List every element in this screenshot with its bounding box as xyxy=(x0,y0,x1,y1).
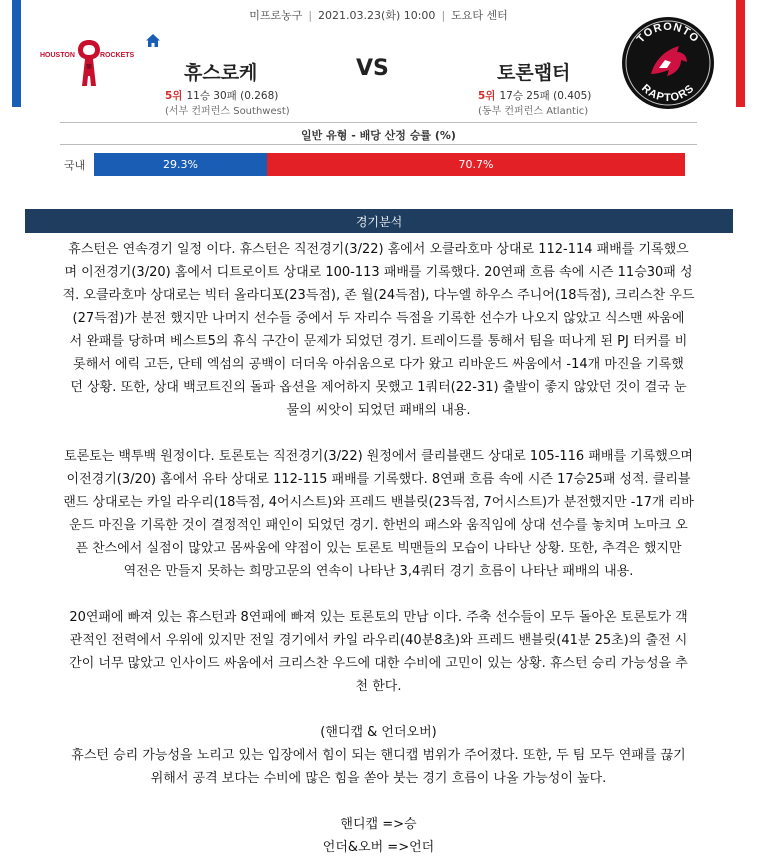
match-info: 미프로농구 | 2021.03.23(화) 10:00 | 도요타 센터 xyxy=(249,9,508,22)
svg-text:ROCKETS: ROCKETS xyxy=(100,52,135,59)
home-rank: 5위 xyxy=(165,90,183,102)
away-team-name: 토론랩터 xyxy=(497,62,571,84)
analysis-line: 위해서 공격 보다는 수비에 많은 힘을 쏟아 붓는 경기 흐름이 나올 가능성이 높다. xyxy=(150,771,607,786)
analysis-line: 적. 오클라호마 상대로는 빅터 올라디포(23득점), 존 월(24득점), 다누엘 하우스 주니어(18득점), 크리스찬 우드 xyxy=(62,288,695,303)
analysis-line: 역전은 만들지 못하는 희망고문의 연속이 나타난 3,4쿼터 경기 흐름이 나타난 패배의 내용. xyxy=(123,564,634,579)
home-win-prob-bar xyxy=(94,153,267,176)
home-icon[interactable] xyxy=(145,33,161,49)
analysis-line: 서 완패를 당하며 베스트5의 휴식 구간이 문제가 되었던 경기. 트레이드를 통해서 팀을 떠나게 된 PJ 터커를 비 xyxy=(69,334,688,349)
svg-text:HOUSTON: HOUSTON xyxy=(40,52,75,59)
analysis-line: 관적인 전력에서 우위에 있지만 전일 경기에서 카일 라우리(40분8초)와 프레드 밴블릿(41분 25초)의 출전 시 xyxy=(69,633,688,648)
analysis-line: 20연패에 빠져 있는 휴스턴과 8연패에 빠져 있는 토론토의 만남 이다. 주축 선수들이 모두 돌아온 토론토가 객 xyxy=(69,610,688,625)
odds-row-label: 국내 xyxy=(64,159,86,172)
away-record xyxy=(478,88,591,103)
analysis-line: 토론토는 백투백 원정이다. 토론토는 직전경기(3/22) 원정에서 클리블랜드 상대로 105-116 패배를 기록했으며 xyxy=(64,449,693,464)
vs-label: VS xyxy=(356,56,389,81)
analysis-line: 랜드 상대로는 카일 라우리(18득점, 4어시스트)와 프레드 밴블릿(23득점, 7어시스트)가 분전했지만 -17개 리바 xyxy=(63,495,694,510)
analysis-header: 경기분석 xyxy=(25,209,733,233)
analysis-paragraph-home xyxy=(16,238,741,422)
analysis-line: 간이 너무 많았고 인사이드 싸움에서 크리스찬 우드에 대한 수비에 고민이 있는 상황. 휴스턴 승리 가능성을 추 xyxy=(69,656,688,671)
analysis-paragraph-summary xyxy=(16,606,741,698)
analysis-line: 휴스턴은 연속경기 일정 이다. 휴스턴은 직전경기(3/22) 홈에서 오클라호마 상대로 112-114 패배를 기록했으 xyxy=(68,242,689,257)
svg-text:TORONTO: TORONTO xyxy=(634,21,702,46)
home-win-prob: 29.3% xyxy=(163,158,198,171)
analysis-line: 휴스턴 승리 가능성을 노리고 있는 입장에서 힘이 되는 핸디캡 범위가 주어졌다. 또한, 두 팀 모두 연패를 끊기 xyxy=(71,748,686,763)
analysis-line: 픈 찬스에서 실점이 많았고 몸싸움에 약점이 있는 토론토 빅맨들의 모습이 나타난 상황. 또한, 추격은 했지만 xyxy=(75,541,682,556)
analysis-line: 며 이전경기(3/20) 홈에서 디트로이트 상대로 100-113 패배를 기록했다. 20연패 흐름 속에 시즌 11승30패 성 xyxy=(64,265,693,280)
svg-text:RAPTORS: RAPTORS xyxy=(639,82,697,105)
analysis-line: (27득점)가 분전 했지만 나머지 선수들 중에서 두 자리수 득점을 기록한 선수가 나오지 않았고 식스맨 싸움에 xyxy=(72,311,685,326)
odds-section-title: 일반 유형 - 배당 산정 승률 (%) xyxy=(301,129,456,142)
home-record xyxy=(165,88,278,103)
league-label: 미프로농구 xyxy=(249,9,303,22)
home-record-text: 11승 30패 (0.268) xyxy=(186,90,279,102)
analysis-line: 롯해서 에릭 고든, 단테 엑섬의 공백이 더더욱 아쉬움으로 다가 왔고 리바운드 싸움에서 -14개 마진을 기록했 xyxy=(73,357,684,372)
home-conference: (서부 컨퍼런스 Southwest) xyxy=(165,106,290,117)
toronto-raptors-logo xyxy=(621,16,715,110)
venue-label: 도요타 센터 xyxy=(451,9,508,22)
away-record-text: 17승 25패 (0.405) xyxy=(499,90,592,102)
analysis-paragraph-away xyxy=(16,445,741,583)
analysis-line: 이전경기(3/20) 홈에서 유타 상대로 112-115 패배를 기록했다. 8연패 흐름 속에 시즌 17승25패 성적. 클리블 xyxy=(66,472,691,487)
analysis-line: 언더&오버 =>언더 xyxy=(322,840,435,855)
match-datetime: 2021.03.23(화) 10:00 xyxy=(318,9,436,22)
analysis-line: 던 상황. 또한, 상대 백코트진의 돌파 옵션을 제어하지 못했고 1쿼터(22-31) 출발이 좋지 않았던 것이 결국 눈 xyxy=(70,380,687,395)
away-conference: (동부 컨퍼런스 Atlantic) xyxy=(478,106,589,117)
analysis-line: 물의 씨앗이 되었던 패배의 내용. xyxy=(286,403,471,418)
away-rank: 5위 xyxy=(478,90,496,102)
analysis-paragraph-picks xyxy=(16,813,741,859)
analysis-line: 운드 마진을 기록한 것이 결정적인 패인이 되었던 경기. 한번의 패스와 움직임에 상대 선수를 놓치며 노마크 오 xyxy=(69,518,688,533)
analysis-line: 핸디캡 =>승 xyxy=(340,817,417,832)
houston-rockets-logo xyxy=(38,36,140,90)
analysis-line: (핸디캡 & 언더오버) xyxy=(320,725,437,740)
analysis-line: 천 한다. xyxy=(355,679,402,694)
away-win-prob-bar xyxy=(267,153,685,176)
divider xyxy=(60,144,697,145)
analysis-paragraph-handicap xyxy=(16,721,741,790)
away-win-prob: 70.7% xyxy=(458,158,494,171)
divider xyxy=(60,122,697,123)
home-team-name: 휴스로케 xyxy=(184,62,258,84)
analysis-body xyxy=(16,238,741,859)
